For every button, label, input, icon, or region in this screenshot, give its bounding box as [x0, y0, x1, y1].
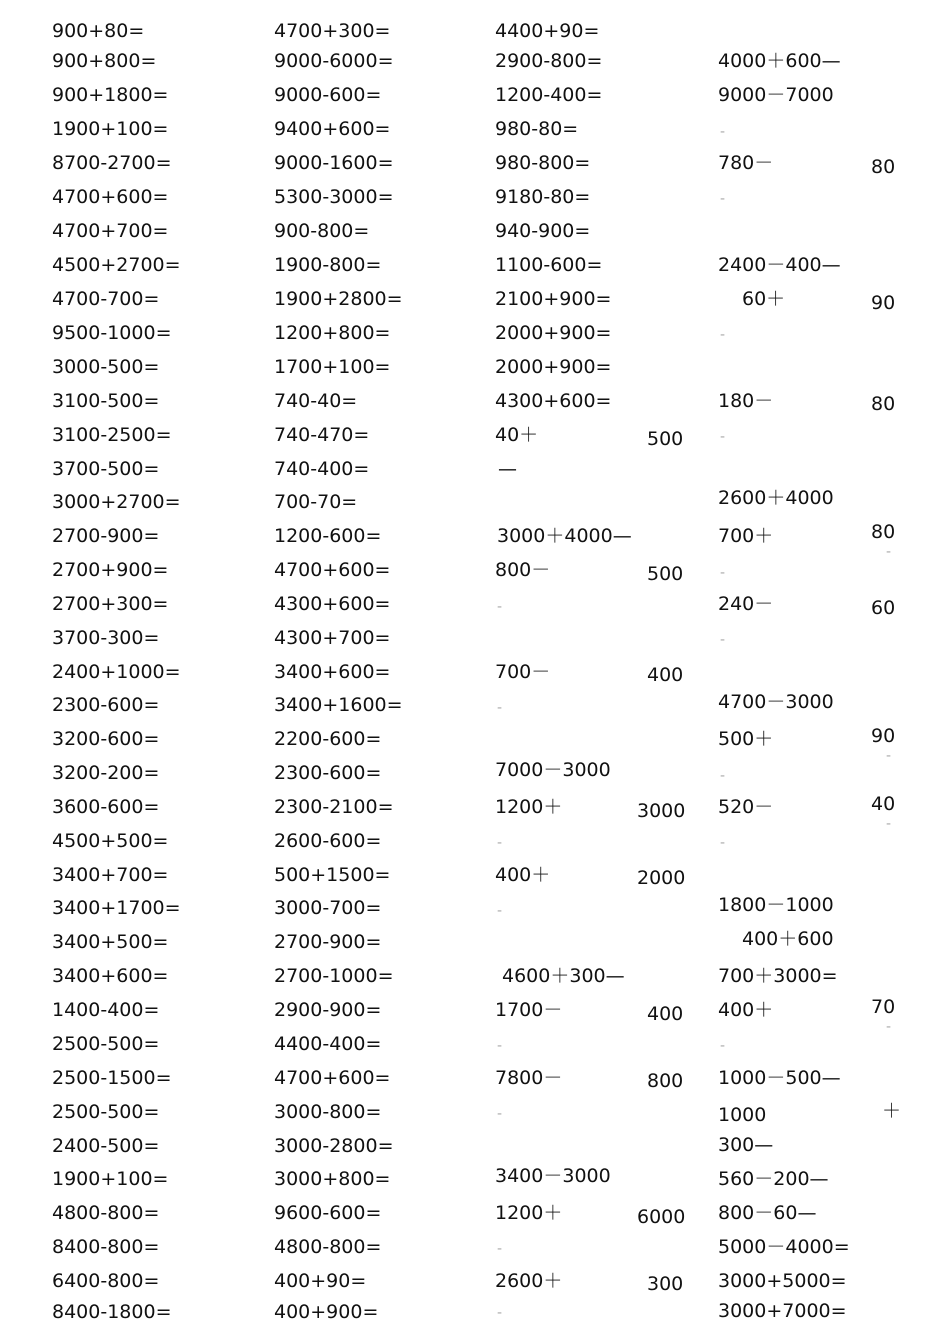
problem-col3: 700－: [495, 661, 551, 683]
problem-col3: 940-900=: [495, 220, 591, 242]
problem-col4: -: [720, 835, 726, 851]
number-col3-right: 300: [647, 1273, 684, 1295]
problem-col3: 1100-600=: [495, 254, 603, 276]
problem-col2: 4800-800=: [274, 1236, 382, 1258]
number-col3-right: 2000: [637, 867, 686, 889]
problem-col1: 900+80=: [52, 20, 145, 42]
problem-col1: 3200-600=: [52, 728, 160, 750]
problem-col4: -: [720, 1038, 726, 1054]
problem-col3: 9180-80=: [495, 186, 591, 208]
problem-col1: 3100-500=: [52, 390, 160, 412]
number-col5: 80: [871, 521, 896, 543]
mark-col5: -: [886, 816, 892, 832]
problem-col2: 400+900=: [274, 1301, 379, 1323]
problem-col3: 2900-800=: [495, 50, 603, 72]
number-col5: 90: [871, 292, 896, 314]
problem-col4: 2400－400—: [718, 254, 841, 276]
problem-col1: 2700+900=: [52, 559, 169, 581]
problem-col1: 3400+600=: [52, 965, 169, 987]
problem-col4: -: [720, 768, 726, 784]
problem-col4: -: [720, 124, 726, 140]
problem-col1: 3400+1700=: [52, 897, 181, 919]
problem-col2: 9000-6000=: [274, 50, 394, 72]
problem-col1: 3000+2700=: [52, 491, 181, 513]
problem-col3: 3400－3000: [495, 1165, 611, 1187]
problem-col3: 40＋: [495, 424, 539, 446]
problem-col4: -: [720, 429, 726, 445]
number-col3-right: 500: [647, 428, 684, 450]
problem-col4: 5000－4000=: [718, 1236, 850, 1258]
problem-col2: 500+1500=: [274, 864, 391, 886]
problem-col3: 7000－3000: [495, 759, 611, 781]
problem-col4: -: [720, 191, 726, 207]
problem-col4: 780－: [718, 152, 774, 174]
problem-col2: 1200-600=: [274, 525, 382, 547]
problem-col2: 740-400=: [274, 458, 370, 480]
problem-col4: 240－: [718, 593, 774, 615]
number-col3-right: 400: [647, 664, 684, 686]
problem-col4: 4700－3000: [718, 691, 834, 713]
problem-col1: 2500-500=: [52, 1101, 160, 1123]
problem-col1: 4500+2700=: [52, 254, 181, 276]
problem-col2: 4700+300=: [274, 20, 391, 42]
problem-col1: 4700+700=: [52, 220, 169, 242]
number-col5: 60: [871, 597, 896, 619]
problem-col3: 1200＋: [495, 796, 563, 818]
problem-col4: -: [720, 327, 726, 343]
problem-col3: 4600＋300—: [502, 965, 625, 987]
problem-col3: -: [497, 835, 503, 851]
problem-col3: -: [497, 1305, 503, 1321]
problem-col1: 3400+500=: [52, 931, 169, 953]
mark-col5: -: [886, 748, 892, 764]
problem-col3: -: [497, 599, 503, 615]
problem-col3: 1700－: [495, 999, 563, 1021]
problem-col3: 980-800=: [495, 152, 591, 174]
problem-col1: 4700+600=: [52, 186, 169, 208]
problem-col1: 900+1800=: [52, 84, 169, 106]
problem-col1: 9500-1000=: [52, 322, 172, 344]
problem-col4: 400＋: [718, 999, 774, 1021]
problem-col3: 2000+900=: [495, 322, 612, 344]
problem-col2: 2300-2100=: [274, 796, 394, 818]
problem-col1: 900+800=: [52, 50, 157, 72]
problem-col1: 2500-500=: [52, 1033, 160, 1055]
problem-col3: 2600＋: [495, 1270, 563, 1292]
problem-col4: 60＋: [742, 288, 786, 310]
problem-col1: 3700-300=: [52, 627, 160, 649]
problem-col1: 3700-500=: [52, 458, 160, 480]
problem-col3: —: [498, 458, 517, 480]
problem-col2: 9400+600=: [274, 118, 391, 140]
problem-col1: 2400+1000=: [52, 661, 181, 683]
problem-col1: 3200-200=: [52, 762, 160, 784]
number-col5: 70: [871, 996, 896, 1018]
problem-col1: 8700-2700=: [52, 152, 172, 174]
problem-col2: 900-800=: [274, 220, 370, 242]
problem-col3: -: [497, 1106, 503, 1122]
problem-col4: 4000＋600—: [718, 50, 841, 72]
number-col3-right: 800: [647, 1070, 684, 1092]
problem-col2: 9600-600=: [274, 1202, 382, 1224]
problem-col3: -: [497, 1241, 503, 1257]
problem-col3: 4400+90=: [495, 20, 600, 42]
problem-col2: 4400-400=: [274, 1033, 382, 1055]
problem-col4: -: [720, 565, 726, 581]
mark-col5: -: [886, 544, 892, 560]
problem-col1: 1900+100=: [52, 1168, 169, 1190]
problem-col2: 1700+100=: [274, 356, 391, 378]
problem-col2: 4300+700=: [274, 627, 391, 649]
problem-col2: 9000-1600=: [274, 152, 394, 174]
problem-col4: 9000－7000: [718, 84, 834, 106]
problem-col3: -: [497, 1038, 503, 1054]
problem-col1: 3000-500=: [52, 356, 160, 378]
problem-col1: 8400-1800=: [52, 1301, 172, 1323]
problem-col4: 1000－500—: [718, 1067, 841, 1089]
problem-col2: 2900-900=: [274, 999, 382, 1021]
problem-col3: 1200-400=: [495, 84, 603, 106]
problem-col1: 2700+300=: [52, 593, 169, 615]
problem-col1: 2400-500=: [52, 1135, 160, 1157]
problem-col1: 3100-2500=: [52, 424, 172, 446]
problem-col1: 3600-600=: [52, 796, 160, 818]
problem-col2: 5300-3000=: [274, 186, 394, 208]
number-col3-right: 3000: [637, 800, 686, 822]
problem-col3: 400＋: [495, 864, 551, 886]
problem-col2: 740-470=: [274, 424, 370, 446]
number-col5: 80: [871, 156, 896, 178]
problem-col3: -: [497, 903, 503, 919]
problem-col2: 2700-1000=: [274, 965, 394, 987]
problem-col4: 800－60—: [718, 1202, 817, 1224]
problem-col4: 3000+5000=: [718, 1270, 847, 1292]
problem-col2: 4300+600=: [274, 593, 391, 615]
problem-col2: 9000-600=: [274, 84, 382, 106]
number-col3-right: 6000: [637, 1206, 686, 1228]
problem-col4: 700＋3000=: [718, 965, 838, 987]
problem-col3: 800－: [495, 559, 551, 581]
problem-col1: 8400-800=: [52, 1236, 160, 1258]
problem-col3: 3000＋4000—: [497, 525, 632, 547]
problem-col4: 500＋: [718, 728, 774, 750]
problem-col4: 1800－1000: [718, 894, 834, 916]
problem-col2: 3000-700=: [274, 897, 382, 919]
number-col5: 80: [871, 393, 896, 415]
problem-col3: 980-80=: [495, 118, 579, 140]
problem-col4: 3000+7000=: [718, 1300, 847, 1322]
problem-col3: 1200＋: [495, 1202, 563, 1224]
problem-col2: 2700-900=: [274, 931, 382, 953]
problem-col4: -: [720, 632, 726, 648]
problem-col3: -: [497, 700, 503, 716]
problem-col2: 3400+1600=: [274, 694, 403, 716]
problem-col2: 700-70=: [274, 491, 358, 513]
problem-col3: 4300+600=: [495, 390, 612, 412]
problem-col4: 300—: [718, 1134, 774, 1156]
problem-col2: 1900-800=: [274, 254, 382, 276]
problem-col2: 400+90=: [274, 1270, 367, 1292]
problem-col4: 700＋: [718, 525, 774, 547]
problem-col3: 2000+900=: [495, 356, 612, 378]
problem-col1: 6400-800=: [52, 1270, 160, 1292]
problem-col3: 7800－: [495, 1067, 563, 1089]
problem-col2: 4700+600=: [274, 559, 391, 581]
problem-col1: 1400-400=: [52, 999, 160, 1021]
mark-col5: -: [886, 1019, 892, 1035]
problem-col4: 400＋600: [742, 928, 834, 950]
problem-col4: 560－200—: [718, 1168, 829, 1190]
problem-col2: 2200-600=: [274, 728, 382, 750]
number-col3-right: 500: [647, 563, 684, 585]
number-col3-right: 400: [647, 1003, 684, 1025]
problem-col2: 740-40=: [274, 390, 358, 412]
problem-col4: 2600＋4000: [718, 487, 834, 509]
problem-col2: 1200+800=: [274, 322, 391, 344]
problem-col1: 2500-1500=: [52, 1067, 172, 1089]
problem-col1: 4700-700=: [52, 288, 160, 310]
problem-col1: 4800-800=: [52, 1202, 160, 1224]
number-col5: ＋: [882, 1100, 902, 1122]
problem-col2: 3000-800=: [274, 1101, 382, 1123]
problem-col4: 1000: [718, 1104, 767, 1126]
problem-col2: 2300-600=: [274, 762, 382, 784]
problem-col4: 180－: [718, 390, 774, 412]
problem-col1: 2300-600=: [52, 694, 160, 716]
problem-col4: 520－: [718, 796, 774, 818]
problem-col1: 1900+100=: [52, 118, 169, 140]
problem-col2: 3000+800=: [274, 1168, 391, 1190]
problem-col1: 2700-900=: [52, 525, 160, 547]
problem-col3: 2100+900=: [495, 288, 612, 310]
problem-col2: 2600-600=: [274, 830, 382, 852]
problem-col1: 3400+700=: [52, 864, 169, 886]
problem-col2: 4700+600=: [274, 1067, 391, 1089]
problem-col2: 3400+600=: [274, 661, 391, 683]
number-col5: 40: [871, 793, 896, 815]
number-col5: 90: [871, 725, 896, 747]
problem-col1: 4500+500=: [52, 830, 169, 852]
problem-col2: 1900+2800=: [274, 288, 403, 310]
problem-col2: 3000-2800=: [274, 1135, 394, 1157]
